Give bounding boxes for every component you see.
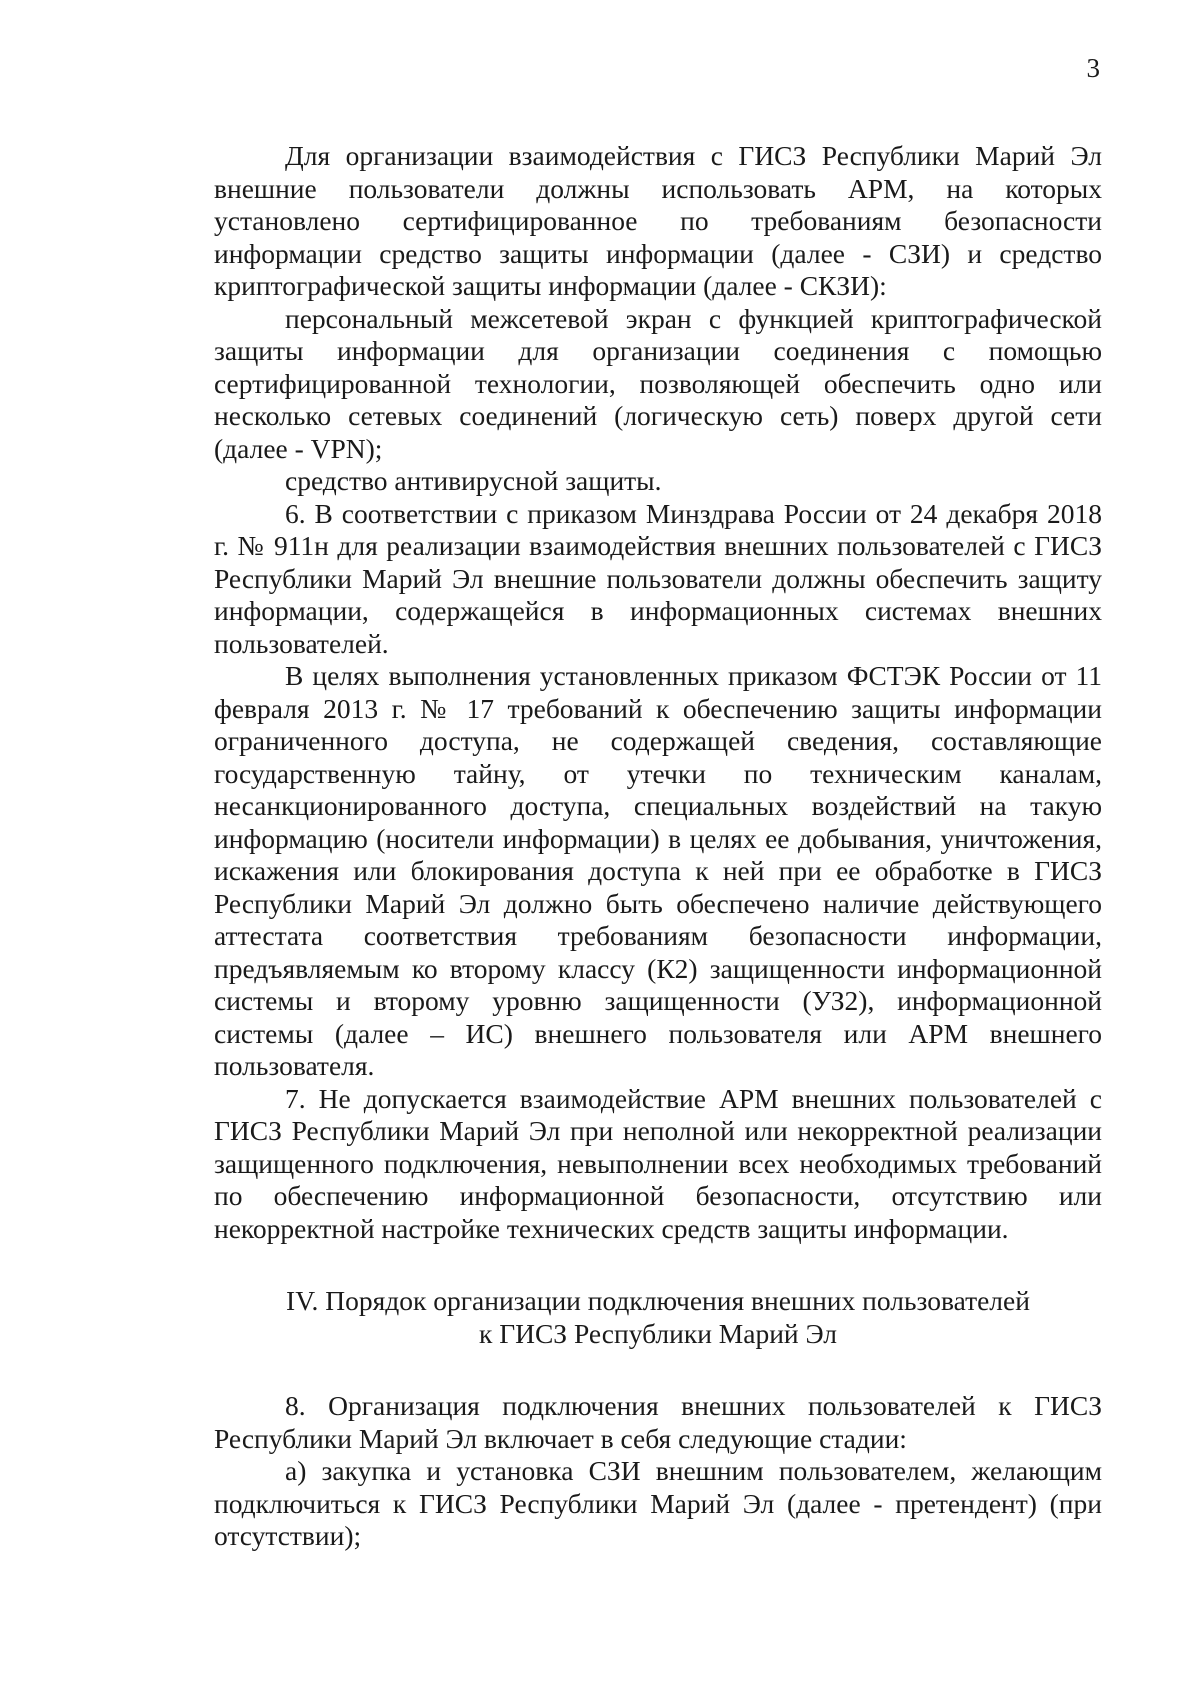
paragraph-arm-requirements: Для организации взаимодействия с ГИСЗ Республики Марий Эл внешние пользователи должны использовать АРМ, на которых установлено сертифицированное по требованиям безопасности информации средство защиты информации (далее - СЗИ) и средство криптографической защиты информации (далее - СКЗИ): (214, 140, 1102, 301)
paragraph-antivirus: средство антивирусной защиты. (285, 465, 662, 496)
paragraph-item-8: 8. Организация подключения внешних пользователей к ГИСЗ Республики Марий Эл включает в себя следующие стадии: (214, 1390, 1102, 1454)
paragraph-item-6: 6. В соответствии с приказом Минздрава России от 24 декабря 2018 г. № 911н для реализации взаимодействия внешних пользователей с ГИСЗ Республики Марий Эл внешние пользователи должны обеспечить защиту информации, содержащейся в информационных системах внешних пользователей. (214, 497, 1102, 659)
paragraph-firewall-vpn: персональный межсетевой экран с функцией криптографической защиты информации для организации соединения с помощью сертифицированной технологии, позволяющей обеспечить одно или несколько сетевых соединений (логическую сеть) поверх другой сети (далее - VPN); (214, 302, 1102, 464)
paragraph-item-7: 7. Не допускается взаимодействие АРМ внешних пользователей с ГИСЗ Республики Марий Эл при неполной или некорректной реализации защищенного подключения, невыполнении всех необходимых требований по обеспечению информационной безопасности, отсутствию или некорректной настройке технических средств защиты информации. (214, 1082, 1102, 1244)
section-heading-line-1: IV. Порядок организации подключения внешних пользователей (286, 1285, 1030, 1316)
document-body (214, 140, 1102, 1553)
section-heading (214, 1285, 1102, 1350)
section-heading-line-2: к ГИСЗ Республики Марий Эл (478, 1317, 838, 1349)
page-number: 3 (1086, 53, 1100, 83)
paragraph-fstek-requirements: В целях выполнения установленных приказом ФСТЭК России от 11 февраля 2013 г. № 17 требований к обеспечению защиты информации ограниченного доступа, не содержащей сведения, составляющие государственную тайну, от утечки по техническим каналам, несанкционированного доступа, специальных воздействий на такую информацию (носители информации) в целях ее добывания, уничтожения, искажения или блокирования доступа к ней при ее обработке в ГИСЗ Республики Марий Эл должно быть обеспечено наличие действующего аттестата соответствия требованиям безопасности информации, предъявляемым ко второму классу (К2) защищенности информационной системы и второму уровню защищенности (УЗ2), информационной системы (далее – ИС) внешнего пользователя или АРМ внешнего пользователя. (214, 660, 1102, 1081)
paragraph-item-8a: а) закупка и установка СЗИ внешним пользователем, желающим подключиться к ГИСЗ Республики Марий Эл (далее - претендент) (при отсутствии); (214, 1455, 1102, 1551)
